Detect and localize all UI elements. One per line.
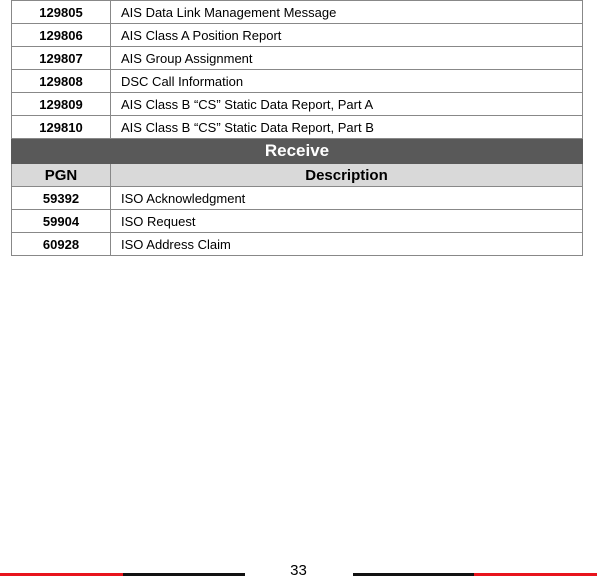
description-cell: ISO Acknowledgment [111,187,583,210]
pgn-cell: 60928 [12,233,111,256]
pgn-cell: 129807 [12,47,111,70]
section-title: Receive [12,139,583,164]
footer-rule-red-right [474,573,548,576]
pgn-table [11,0,583,256]
footer-rule-black-right-2 [426,573,474,576]
table-row [12,116,583,139]
pgn-cell: 129808 [12,70,111,93]
pgn-cell: 59392 [12,187,111,210]
description-cell: AIS Data Link Management Message [111,1,583,24]
table-row [12,210,583,233]
table-row [12,24,583,47]
table-row [12,93,583,116]
column-header-row [12,164,583,187]
pgn-cell: 129805 [12,1,111,24]
page-footer [0,562,597,579]
description-cell: ISO Address Claim [111,233,583,256]
table-row [12,187,583,210]
pgn-column-header: PGN [12,164,111,187]
description-cell: ISO Request [111,210,583,233]
pgn-cell: 129810 [12,116,111,139]
table-row [12,70,583,93]
description-column-header: Description [111,164,583,187]
section-header-receive [12,139,583,164]
table-row [12,233,583,256]
table-row [12,47,583,70]
description-cell: AIS Group Assignment [111,47,583,70]
description-cell: AIS Class B “CS” Static Data Report, Part B [111,116,583,139]
pgn-cell: 59904 [12,210,111,233]
footer-rule-black-right [353,573,426,576]
pgn-cell: 129809 [12,93,111,116]
page-number: 33 [290,562,307,579]
description-cell: DSC Call Information [111,70,583,93]
description-cell: AIS Class A Position Report [111,24,583,47]
table-row [12,1,583,24]
description-cell: AIS Class B “CS” Static Data Report, Part A [111,93,583,116]
footer-rule-red-right-2 [548,573,597,576]
pgn-cell: 129806 [12,24,111,47]
